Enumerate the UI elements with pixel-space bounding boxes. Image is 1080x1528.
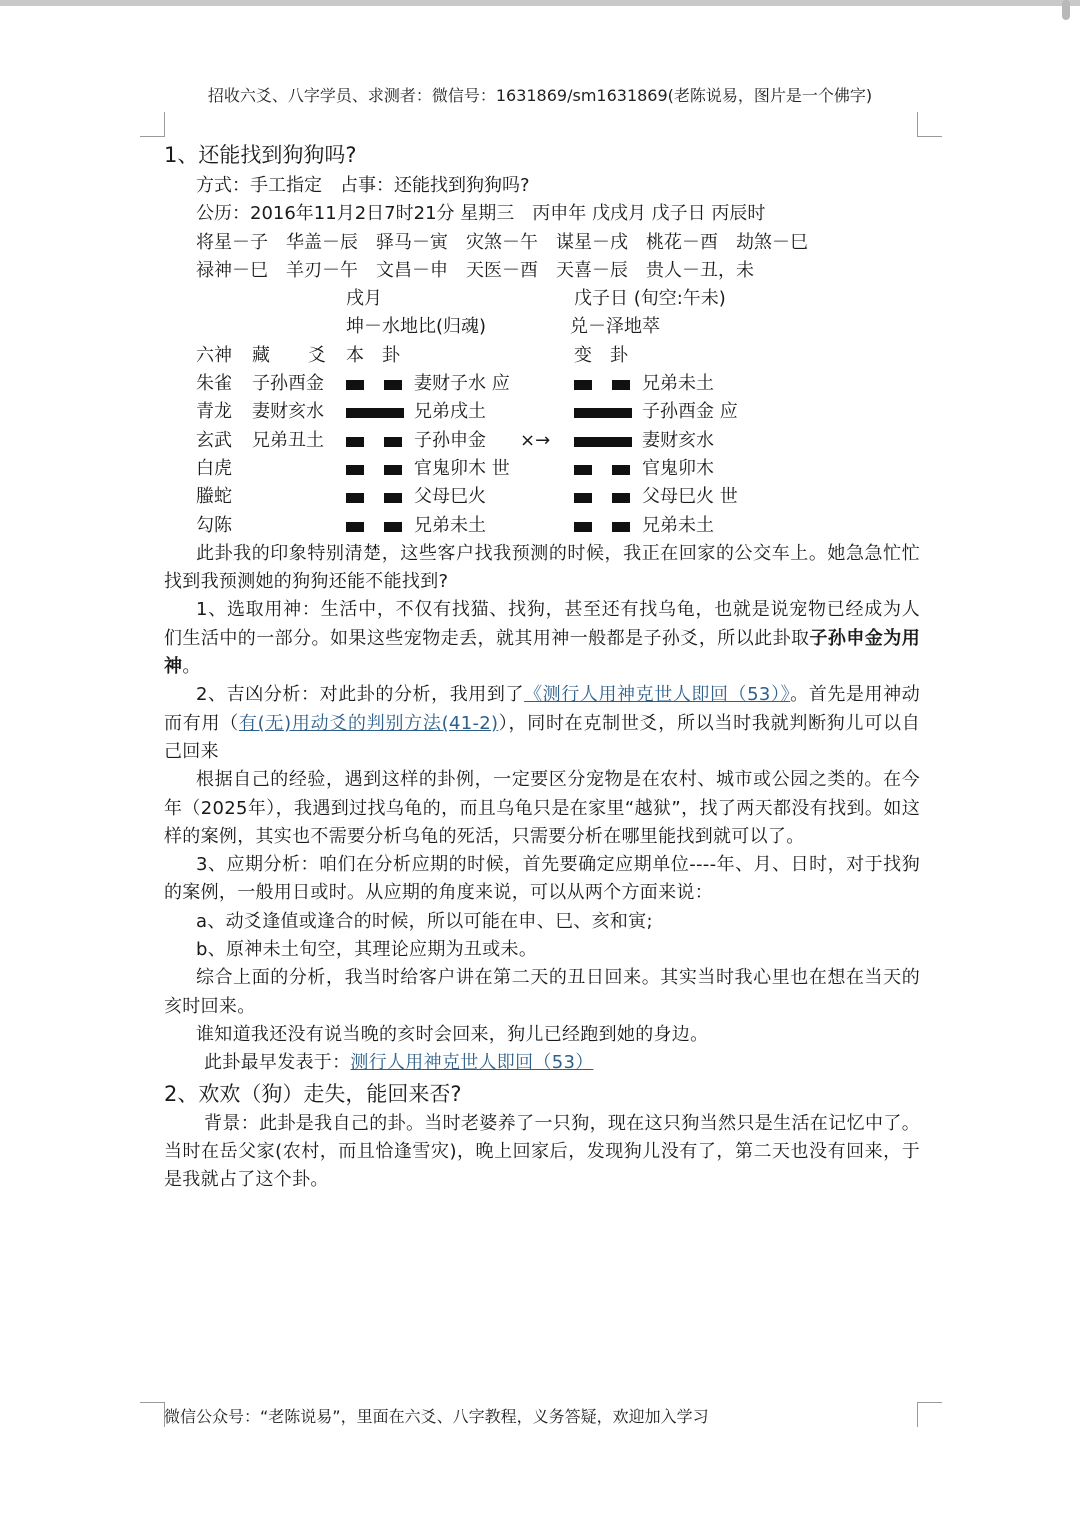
link-41-2[interactable]: 有(无)用动爻的判别方法(41-2) <box>238 712 499 734</box>
page-footer: 微信公众号：“老陈说易”，里面在六爻、八字教程，义务答疑，欢迎加入学习 <box>164 1407 709 1426</box>
gua-name-row <box>164 313 920 341</box>
liushen-label: 螣蛇 <box>196 486 232 508</box>
hexagram-row <box>164 483 920 511</box>
main-yao-text: 子孙申金 <box>414 429 486 451</box>
changed-gua-name: 兑－泽地萃 <box>570 316 660 338</box>
paragraph-a: a、动爻逢值或逢合的时候，所以可能在申、巳、亥和寅; <box>196 910 653 932</box>
section2-title: 2、欢欢（狗）走失，能回来否? <box>164 1081 462 1106</box>
changed-yang-line <box>574 408 632 418</box>
month-day-row <box>164 285 920 313</box>
main-yin-line <box>346 437 402 447</box>
changed-yao-text: 兄弟未土 <box>642 514 714 536</box>
main-yao-text: 官鬼卯木 世 <box>414 457 510 479</box>
main-yin-line <box>346 493 402 503</box>
main-yin-line <box>346 380 402 390</box>
page-header: 招收六爻、八字学员、求测者：微信号：1631869/sm1631869(老陈说易，图片是一个佛字) <box>207 86 873 105</box>
main-yao-text: 妻财子水 应 <box>414 373 510 395</box>
stars-line-2: 禄神－巳 羊刃－午 文昌－申 天医－酉 天喜－辰 贵人－丑，未 <box>196 259 754 281</box>
link-53[interactable]: 《测行人用神克世人即回（53）》 <box>524 684 791 706</box>
paragraph-3: 根据自己的经验，遇到这样的卦例，一定要区分宠物是在农村、城市或公园之类的。在今年（2025年），我遇到过找乌龟的，而且乌龟只是在家里“越狱”，找了两天都没有找到。如这样的案例，其实也不需要分析乌龟的死活，只需要分析在哪里能找到就可以了。 <box>164 769 920 847</box>
yongshen-emphasis: 子孙申金为用神 <box>164 627 920 678</box>
main-yin-line <box>346 465 402 475</box>
changed-yao-text: 父母巳火 世 <box>642 486 738 508</box>
header-yao: 爻 <box>308 344 326 366</box>
paragraph-1: 1、选取用神：生活中，不仅有找猫、找狗，甚至还有找乌龟，也就是说宠物已经成为人们生活中的一部分。如果这些宠物走丢，就其用神一般都是子孙爻，所以此卦取子孙申金为用神。 <box>164 599 920 678</box>
main-gua-name: 坤－水地比(归魂) <box>346 316 487 338</box>
main-yin-line <box>346 522 402 532</box>
main-yang-line <box>346 408 404 418</box>
crop-mark-top-right <box>917 112 942 137</box>
hexagram-row <box>164 427 920 455</box>
paragraph-4: 3、应期分析：咱们在分析应期的时候，首先要确定应期单位----年、月、日时，对于找狗的案例，一般用日或时。从应期的角度来说，可以从两个方面来说： <box>164 854 920 904</box>
moving-yao-mark: ×→ <box>520 429 551 451</box>
date-line: 公历：2016年11月2日7时21分 星期三 丙申年 戊戌月 戊子日 丙辰时 <box>196 203 766 225</box>
method-line: 方式：手工指定 占事：还能找到狗狗吗? <box>196 175 530 196</box>
document-body <box>164 138 920 1194</box>
liushen-label: 朱雀 <box>196 373 232 395</box>
hidden-yao: 兄弟丑土 <box>252 429 324 451</box>
section2-paragraph: 背景：此卦是我自己的卦。当时老婆养了一只狗，现在这只狗当然只是生活在记忆中了。当时在岳父家(农村，而且恰逢雪灾)，晚上回家后，发现狗儿没有了，第二天也没有回来，于是我就占了这个卦。 <box>164 1112 920 1191</box>
hidden-yao: 妻财亥水 <box>252 401 324 423</box>
crop-mark-bottom-right <box>917 1402 942 1427</box>
paragraph-b: b、原神未土旬空，其理论应期为丑或未。 <box>196 939 538 961</box>
header-bian-gua: 变 卦 <box>574 344 628 366</box>
paragraph-7: 此卦最早发表于：测行人用神克世人即回（53） <box>204 1052 594 1074</box>
liushen-label: 青龙 <box>196 401 232 423</box>
main-yao-text: 父母巳火 <box>414 486 486 508</box>
header-liushen: 六神 <box>196 344 232 366</box>
changed-yin-line <box>574 522 630 532</box>
paragraph-5: 综合上面的分析，我当时给客户讲在第二天的丑日回来。其实当时我心里也在想在当天的亥时回来。 <box>164 967 920 1017</box>
crop-mark-bottom-left <box>140 1402 165 1427</box>
hexagram-row <box>164 370 920 398</box>
month-label: 戌月 <box>346 288 382 310</box>
paragraph-2: 2、吉凶分析：对此卦的分析，我用到了《测行人用神克世人即回（53）》。首先是用神动而有用（有(无)用动爻的判别方法(41-2)），同时在克制世爻，所以当时我就判断狗儿可以自己回来 <box>164 684 920 762</box>
changed-yin-line <box>574 380 630 390</box>
day-label: 戊子日 (旬空:午未) <box>574 288 726 310</box>
main-yao-text: 兄弟未土 <box>414 514 486 536</box>
hexagram-table <box>164 370 920 540</box>
changed-yao-text: 兄弟未土 <box>642 373 714 395</box>
hexagram-table-header <box>164 342 920 370</box>
paragraph-intro: 此卦我的印象特别清楚，这些客户找我预测的时候，我正在回家的公交车上。她急急忙忙找到我预测她的狗狗还能不能找到? <box>164 542 920 593</box>
changed-yin-line <box>574 493 630 503</box>
crop-mark-top-left <box>140 112 165 137</box>
liushen-label: 玄武 <box>196 429 232 451</box>
section1-title: 1、还能找到狗狗吗? <box>164 143 357 167</box>
liushen-label: 勾陈 <box>196 514 232 536</box>
changed-yao-text: 官鬼卯木 <box>642 457 714 479</box>
header-ben-gua: 本 卦 <box>346 344 400 366</box>
hidden-yao: 子孙酉金 <box>252 373 324 395</box>
stars-line-1: 将星－子 华盖－辰 驿马－寅 灾煞－午 谋星－戌 桃花－酉 劫煞－巳 <box>196 231 808 253</box>
liushen-label: 白虎 <box>196 457 232 479</box>
changed-yang-line <box>574 437 632 447</box>
header-cang: 藏 <box>252 344 270 366</box>
hexagram-row <box>164 398 920 426</box>
changed-yao-text: 妻财亥水 <box>642 429 714 451</box>
changed-yin-line <box>574 465 630 475</box>
main-yao-text: 兄弟戌土 <box>414 401 486 423</box>
scrollbar-thumb[interactable] <box>1062 0 1070 20</box>
link-53-published[interactable]: 测行人用神克世人即回（53） <box>350 1052 594 1074</box>
paragraph-6: 谁知道我还没有说当晚的亥时会回来，狗儿已经跑到她的身边。 <box>196 1023 709 1045</box>
hexagram-row <box>164 455 920 483</box>
changed-yao-text: 子孙酉金 应 <box>642 401 738 423</box>
top-bar <box>0 0 1080 6</box>
hexagram-row <box>164 512 920 540</box>
